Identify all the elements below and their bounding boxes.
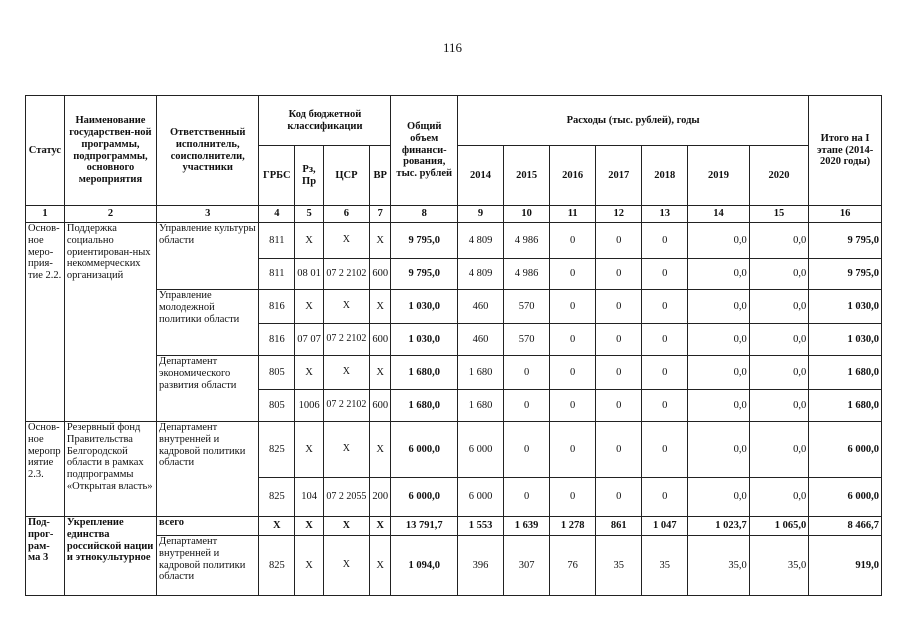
cell-year-value: 1 639: [504, 517, 550, 536]
cell-vr: 600: [369, 324, 391, 356]
cell-year-value: 0: [596, 223, 642, 259]
header-year: 2015: [504, 146, 550, 206]
header-year: 2018: [642, 146, 688, 206]
cell-vr: Х: [369, 536, 391, 596]
cell-year-value: 35,0: [688, 536, 749, 596]
cell-year-value: 4 809: [458, 259, 504, 290]
column-number-row: [26, 206, 882, 223]
cell-year-value: 0: [642, 390, 688, 422]
cell-rz-pr: Х: [295, 290, 324, 324]
cell-year-value: 0: [596, 390, 642, 422]
cell-year-value: 0: [550, 356, 596, 390]
cell-year-value: 0: [596, 259, 642, 290]
cell-total: 1 094,0: [391, 536, 458, 596]
cell-year-value: 0,0: [749, 422, 808, 478]
cell-year-value: 0: [550, 259, 596, 290]
header-year: 2019: [688, 146, 749, 206]
cell-year-value: 0: [550, 223, 596, 259]
cell-total: 1 030,0: [391, 290, 458, 324]
cell-vr: Х: [369, 422, 391, 478]
cell-year-value: 4 986: [504, 223, 550, 259]
cell-grbs: 816: [259, 324, 295, 356]
cell-year-value: 0: [642, 290, 688, 324]
cell-rz-pr: Х: [295, 223, 324, 259]
cell-csr: 07 2 2055: [323, 478, 369, 517]
cell-executor: Департамент внутренней и кадровой политики области: [157, 422, 259, 517]
cell-year-value: 0,0: [749, 223, 808, 259]
cell-csr: 07 2 2102: [323, 390, 369, 422]
header-total: Общий объем финанси-рования, тыс. рублей: [391, 96, 458, 206]
cell-stage-total: 9 795,0: [809, 223, 882, 259]
cell-csr: 07 2 2102: [323, 324, 369, 356]
cell-year-value: 1 278: [550, 517, 596, 536]
cell-year-value: 460: [458, 324, 504, 356]
cell-year-value: 0,0: [749, 356, 808, 390]
cell-year-value: 0,0: [688, 356, 749, 390]
column-number: 4: [259, 206, 295, 223]
cell-year-value: 396: [458, 536, 504, 596]
column-number: 5: [295, 206, 324, 223]
cell-stage-total: 6 000,0: [809, 478, 882, 517]
cell-year-value: 0,0: [688, 223, 749, 259]
cell-year-value: 0: [642, 259, 688, 290]
cell-status: Основ-ное меропр иятие 2.3.: [26, 422, 65, 517]
cell-grbs: 811: [259, 223, 295, 259]
cell-rz-pr: Х: [295, 536, 324, 596]
cell-status: Основ-ное меро-прия-тие 2.2.: [26, 223, 65, 422]
cell-executor: Департамент экономического развития области: [157, 356, 259, 422]
cell-year-value: 0,0: [688, 290, 749, 324]
cell-year-value: 0,0: [749, 290, 808, 324]
table-row: [26, 422, 882, 478]
cell-year-value: 0: [550, 324, 596, 356]
cell-year-value: 1 023,7: [688, 517, 749, 536]
cell-csr: Х: [323, 536, 369, 596]
column-number: 10: [504, 206, 550, 223]
cell-year-value: 861: [596, 517, 642, 536]
cell-total: 9 795,0: [391, 259, 458, 290]
cell-csr: Х: [323, 356, 369, 390]
header-budget-code: Код бюджетной классификации: [259, 96, 391, 146]
column-number: 6: [323, 206, 369, 223]
cell-year-value: 6 000: [458, 478, 504, 517]
cell-vr: Х: [369, 517, 391, 536]
cell-vr: 600: [369, 390, 391, 422]
cell-year-value: 570: [504, 290, 550, 324]
cell-rz-pr: Х: [295, 422, 324, 478]
cell-stage-total: 8 466,7: [809, 517, 882, 536]
cell-grbs: 811: [259, 259, 295, 290]
cell-program-name: Укрепление единства российской нации и этнокультурное: [64, 517, 156, 596]
cell-grbs: 825: [259, 422, 295, 478]
cell-year-value: 0: [504, 356, 550, 390]
header-responsible: Ответственный исполнитель, соисполнители, участники: [157, 96, 259, 206]
cell-grbs: 805: [259, 356, 295, 390]
cell-year-value: 0: [550, 290, 596, 324]
cell-year-value: 0: [642, 422, 688, 478]
cell-year-value: 570: [504, 324, 550, 356]
cell-year-value: 0: [596, 422, 642, 478]
cell-stage-total: 1 680,0: [809, 390, 882, 422]
cell-total: 1 680,0: [391, 390, 458, 422]
budget-table: [25, 95, 882, 596]
cell-year-value: 0,0: [688, 390, 749, 422]
cell-total: 6 000,0: [391, 478, 458, 517]
cell-vr: Х: [369, 223, 391, 259]
table-row: [26, 223, 882, 259]
cell-executor: Департамент внутренней и кадровой политики области: [157, 536, 259, 596]
header-name: Наименование государствен-ной программы, подпрограммы, основного мероприятия: [64, 96, 156, 206]
page-number: 116: [442, 40, 463, 55]
cell-rz-pr: Х: [295, 517, 324, 536]
column-number: 9: [458, 206, 504, 223]
cell-year-value: 0,0: [749, 390, 808, 422]
cell-year-value: 0: [596, 290, 642, 324]
cell-year-value: 0,0: [688, 478, 749, 517]
cell-year-value: 35: [642, 536, 688, 596]
cell-status: Под-прог-рам-ма 3: [26, 517, 65, 596]
cell-year-value: 4 986: [504, 259, 550, 290]
cell-year-value: 0: [596, 324, 642, 356]
cell-year-value: 0: [642, 478, 688, 517]
cell-vr: 200: [369, 478, 391, 517]
column-number: 13: [642, 206, 688, 223]
column-number: 8: [391, 206, 458, 223]
cell-year-value: 0,0: [749, 478, 808, 517]
column-number: 15: [749, 206, 808, 223]
header-expenses: Расходы (тыс. рублей), годы: [458, 96, 809, 146]
cell-year-value: 35: [596, 536, 642, 596]
cell-grbs: 825: [259, 536, 295, 596]
cell-year-value: 0: [550, 422, 596, 478]
cell-stage-total: 1 030,0: [809, 290, 882, 324]
cell-executor: всего: [157, 517, 259, 536]
cell-year-value: 0,0: [749, 324, 808, 356]
cell-program-name: Резервный фонд Правительства Белгородской области в рамках подпрограммы «Открытая власть»: [64, 422, 156, 517]
column-number: 3: [157, 206, 259, 223]
column-number: 12: [596, 206, 642, 223]
cell-year-value: 0: [550, 478, 596, 517]
cell-executor: Управление культуры области: [157, 223, 259, 290]
header-grbs: ГРБС: [259, 146, 295, 206]
cell-total: 6 000,0: [391, 422, 458, 478]
cell-year-value: 0: [642, 324, 688, 356]
cell-year-value: 4 809: [458, 223, 504, 259]
header-year: 2020: [749, 146, 808, 206]
cell-vr: 600: [369, 259, 391, 290]
header-year: 2014: [458, 146, 504, 206]
column-number: 16: [809, 206, 882, 223]
cell-csr: Х: [323, 223, 369, 259]
header-year: 2017: [596, 146, 642, 206]
cell-executor: Управление молодежной политики области: [157, 290, 259, 356]
cell-year-value: 0,0: [688, 324, 749, 356]
header-csr: ЦСР: [323, 146, 369, 206]
cell-stage-total: 1 030,0: [809, 324, 882, 356]
cell-total: 13 791,7: [391, 517, 458, 536]
cell-csr: Х: [323, 290, 369, 324]
cell-year-value: 0: [642, 223, 688, 259]
cell-year-value: 1 553: [458, 517, 504, 536]
cell-stage-total: 1 680,0: [809, 356, 882, 390]
cell-year-value: 6 000: [458, 422, 504, 478]
header-status: Статус: [26, 96, 65, 206]
column-number: 11: [550, 206, 596, 223]
cell-grbs: 825: [259, 478, 295, 517]
cell-year-value: 0: [550, 390, 596, 422]
cell-program-name: Поддержка социально ориентирован-ных некоммерческих организаций: [64, 223, 156, 422]
cell-grbs: 816: [259, 290, 295, 324]
header-row-top: [26, 96, 882, 146]
cell-year-value: 1 680: [458, 356, 504, 390]
cell-year-value: 0,0: [749, 259, 808, 290]
cell-rz-pr: Х: [295, 356, 324, 390]
cell-total: 1 680,0: [391, 356, 458, 390]
header-year: 2016: [550, 146, 596, 206]
column-number: 1: [26, 206, 65, 223]
cell-year-value: 0,0: [688, 422, 749, 478]
cell-year-value: 0: [596, 356, 642, 390]
cell-rz-pr: 104: [295, 478, 324, 517]
cell-year-value: 0: [596, 478, 642, 517]
cell-rz-pr: 1006: [295, 390, 324, 422]
cell-year-value: 1 065,0: [749, 517, 808, 536]
table-row-subprogram-total: [26, 517, 882, 536]
cell-year-value: 76: [550, 536, 596, 596]
cell-total: 9 795,0: [391, 223, 458, 259]
cell-grbs: Х: [259, 517, 295, 536]
cell-year-value: 0: [642, 356, 688, 390]
cell-year-value: 0: [504, 478, 550, 517]
header-stage-total: Итого на I этапе (2014-2020 годы): [809, 96, 882, 206]
cell-stage-total: 6 000,0: [809, 422, 882, 478]
column-number: 7: [369, 206, 391, 223]
cell-vr: Х: [369, 356, 391, 390]
cell-year-value: 1 047: [642, 517, 688, 536]
cell-year-value: 35,0: [749, 536, 808, 596]
cell-rz-pr: 07 07: [295, 324, 324, 356]
column-number: 14: [688, 206, 749, 223]
cell-year-value: 307: [504, 536, 550, 596]
cell-year-value: 1 680: [458, 390, 504, 422]
cell-csr: Х: [323, 517, 369, 536]
header-vr: ВР: [369, 146, 391, 206]
cell-total: 1 030,0: [391, 324, 458, 356]
cell-stage-total: 919,0: [809, 536, 882, 596]
column-number: 2: [64, 206, 156, 223]
cell-csr: Х: [323, 422, 369, 478]
cell-stage-total: 9 795,0: [809, 259, 882, 290]
cell-rz-pr: 08 01: [295, 259, 324, 290]
cell-year-value: 0,0: [688, 259, 749, 290]
cell-vr: Х: [369, 290, 391, 324]
cell-year-value: 460: [458, 290, 504, 324]
cell-csr: 07 2 2102: [323, 259, 369, 290]
header-rz-pr: Рз, Пр: [295, 146, 324, 206]
cell-year-value: 0: [504, 422, 550, 478]
cell-grbs: 805: [259, 390, 295, 422]
cell-year-value: 0: [504, 390, 550, 422]
